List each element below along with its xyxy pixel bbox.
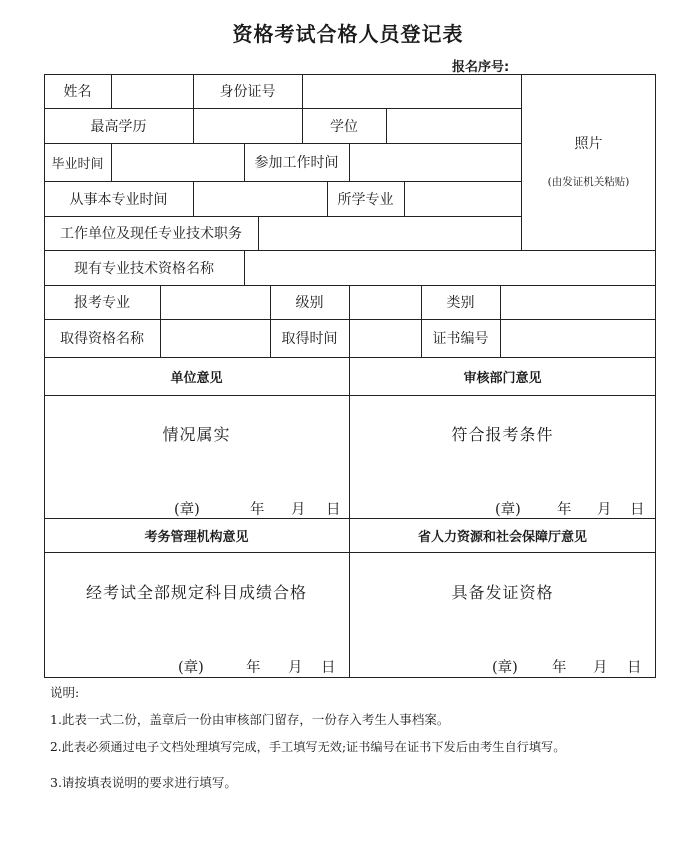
review-day: 日 <box>630 502 645 518</box>
graduation-time-label: 毕业时间 <box>51 156 104 172</box>
review-stamp: (章) <box>495 502 521 518</box>
obtained-time-label: 取得时间 <box>281 331 338 347</box>
divider <box>193 108 194 143</box>
education-label: 最高学历 <box>90 118 147 135</box>
divider <box>258 216 259 250</box>
form-title: 资格考试合格人员登记表 <box>232 22 464 46</box>
exam-admin-year: 年 <box>246 660 261 676</box>
provincial-opinion-header: 省人力资源和社会保障厅意见 <box>417 529 587 545</box>
unit-opinion-text: 情况属实 <box>162 424 231 444</box>
unit-opinion-header: 单位意见 <box>170 370 223 386</box>
notes-heading: 说明: <box>50 685 80 700</box>
obtained-qualification-label: 取得资格名称 <box>60 331 144 347</box>
photo-label: 照片 <box>574 136 603 152</box>
work-unit-title-label: 工作单位及现任专业技术职务 <box>60 226 242 242</box>
provincial-year: 年 <box>552 660 567 676</box>
note-item: 1.此表一式二份，盖章后一份由审核部门留存，一份存入考生人事档案。 <box>50 712 450 727</box>
divider <box>111 74 112 108</box>
review-year: 年 <box>557 502 572 518</box>
unit-stamp: (章) <box>174 502 200 518</box>
divider <box>44 552 656 553</box>
divider <box>193 181 194 216</box>
divider <box>521 74 522 250</box>
registration-number-label: 报名序号: <box>452 60 510 75</box>
name-label: 姓名 <box>63 84 92 100</box>
exam-admin-opinion-text: 经考试全部规定科目成绩合格 <box>85 582 307 602</box>
divider <box>404 181 405 216</box>
category-label: 类别 <box>446 295 475 311</box>
divider <box>302 74 303 108</box>
engaged-major-time-label: 从事本专业时间 <box>69 191 168 208</box>
review-opinion-header: 审核部门意见 <box>463 370 542 386</box>
divider <box>160 285 161 357</box>
note-item: 2.此表必须通过电子文档处理填写完成，手工填写无效;证书编号在证书下发后由考生自行填写。 <box>50 740 566 754</box>
work-start-time-label: 参加工作时间 <box>254 155 339 171</box>
divider <box>111 143 112 181</box>
provincial-stamp: (章) <box>492 660 518 676</box>
degree-label: 学位 <box>330 118 358 135</box>
exam-admin-day: 日 <box>321 660 336 676</box>
photo-note: (由发证机关粘贴) <box>547 175 630 188</box>
exam-major-label: 报考专业 <box>74 295 130 311</box>
review-opinion-text: 符合报考条件 <box>451 424 554 444</box>
current-qualification-label: 现有专业技术资格名称 <box>74 260 214 277</box>
divider <box>44 395 656 396</box>
note-item: 3.请按填表说明的要求进行填写。 <box>50 775 237 790</box>
provincial-day: 日 <box>627 660 642 676</box>
level-label: 级别 <box>295 295 324 311</box>
unit-month: 月 <box>291 502 306 518</box>
exam-admin-month: 月 <box>288 660 303 676</box>
unit-day: 日 <box>326 502 341 518</box>
provincial-month: 月 <box>593 660 608 676</box>
unit-year: 年 <box>250 502 265 518</box>
divider <box>386 108 387 143</box>
divider <box>349 285 350 357</box>
certificate-no-label: 证书编号 <box>432 331 489 347</box>
divider <box>244 250 245 285</box>
exam-admin-stamp: (章) <box>178 660 204 676</box>
studied-major-label: 所学专业 <box>337 191 394 208</box>
provincial-opinion-text: 具备发证资格 <box>451 582 554 602</box>
divider <box>500 285 501 357</box>
exam-admin-opinion-header: 考务管理机构意见 <box>144 529 249 545</box>
divider <box>349 143 350 181</box>
review-month: 月 <box>597 502 612 518</box>
id-number-label: 身份证号 <box>219 84 276 100</box>
